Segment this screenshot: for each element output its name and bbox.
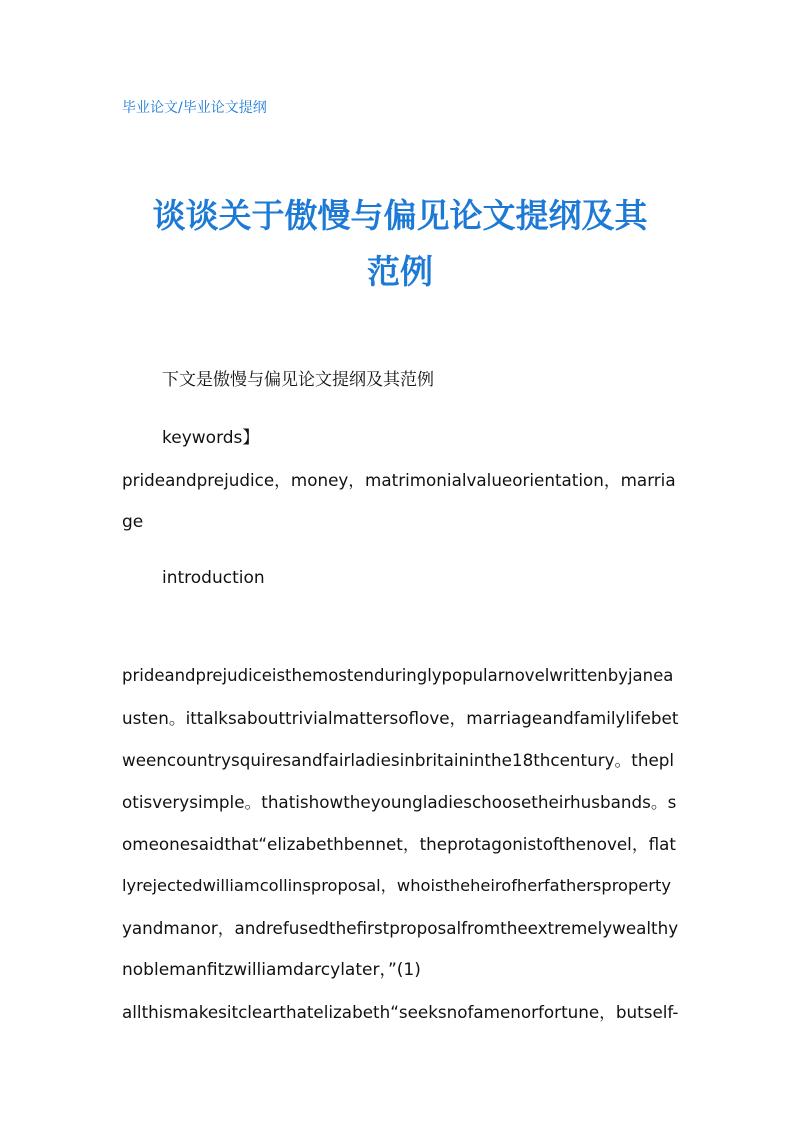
keywords-line: prideandprejudice，money，matrimonialvalueorientation，marria bbox=[122, 470, 676, 490]
keywords-line: ge bbox=[122, 512, 144, 532]
title-line-2: 范例 bbox=[367, 252, 433, 291]
body-line: usten。ittalksabouttrivialmattersoflove，marriageandfamilylifebet bbox=[122, 708, 679, 728]
body-line: noblemanfitzwilliamdarcylater，”(1) bbox=[122, 960, 421, 980]
keywords-label: keywords】 bbox=[162, 428, 260, 448]
section-heading: introduction bbox=[162, 568, 265, 588]
breadcrumb[interactable]: 毕业论文/毕业论文提纲 bbox=[122, 100, 267, 116]
body-line: yandmanor，andrefusedthefirstproposalfromtheextremelywealthy bbox=[122, 918, 679, 938]
body-line: allthismakesitclearthatelizabeth“seeksnofamenorfortune，butself- bbox=[122, 1002, 679, 1022]
intro-paragraph: 下文是傲慢与偏见论文提纲及其范例 bbox=[162, 370, 434, 390]
body-line: otisverysimple。thatishowtheyoungladieschoosetheirhusbands。s bbox=[122, 792, 677, 812]
page-title bbox=[100, 188, 700, 300]
body-line: weencountrysquiresandfairladiesinbritaininthe18thcentury。thepl bbox=[122, 750, 675, 770]
body-line: prideandprejudiceisthemostenduringlypopularnovelwrittenbyjanea bbox=[122, 666, 674, 685]
body-line: lyrejectedwilliamcollinsproposal，whoistheheirofherfathersproperty bbox=[122, 876, 671, 895]
title-line-1: 谈谈关于傲慢与偏见论文提纲及其 bbox=[152, 196, 648, 235]
body-line: omeonesaidthat“elizabethbennet，theprotagonistofthenovel，flat bbox=[122, 834, 676, 854]
